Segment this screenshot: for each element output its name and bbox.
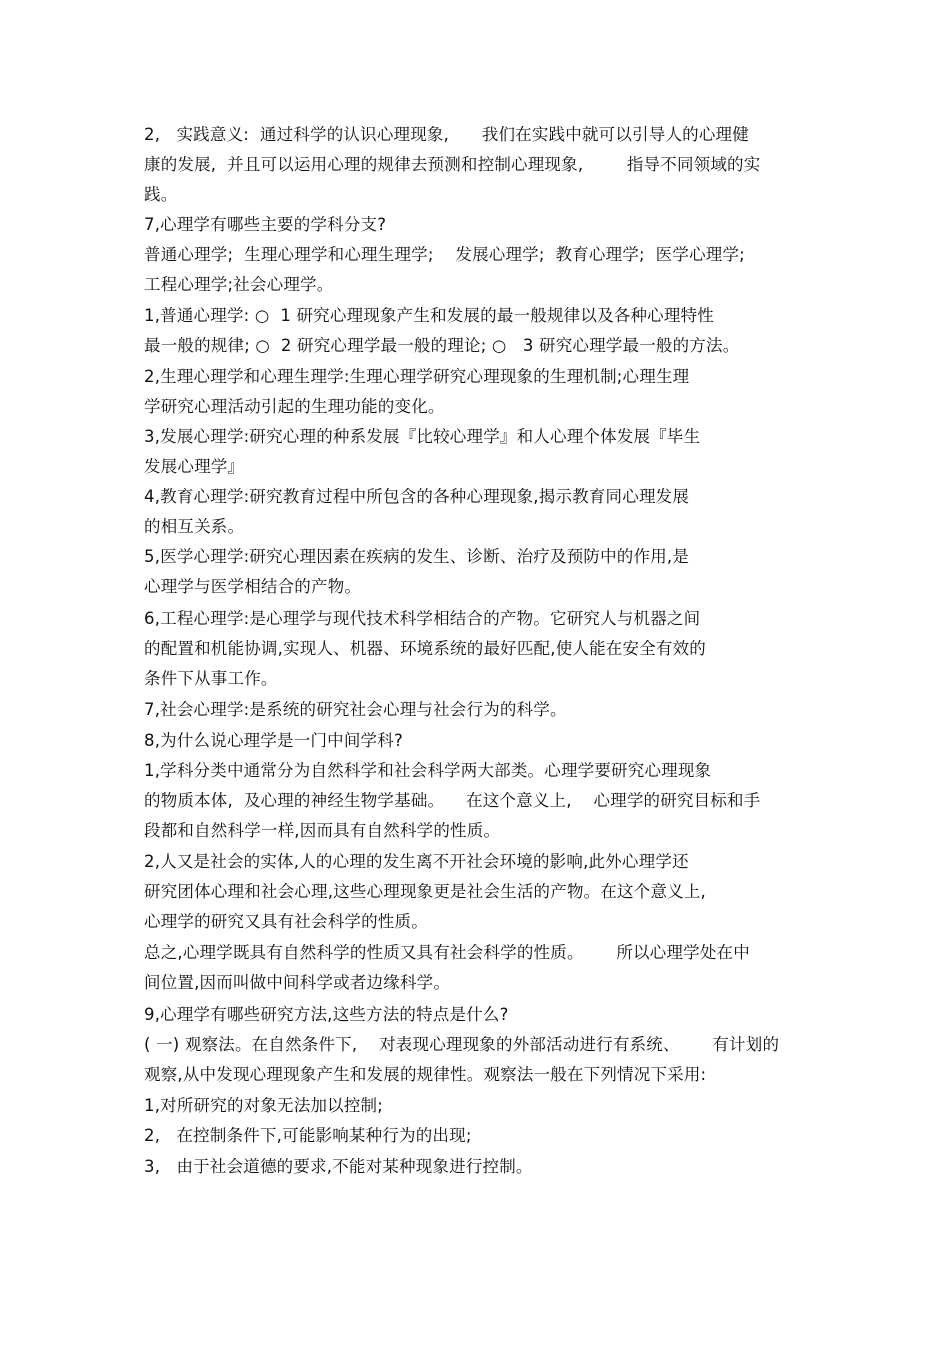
text-line: 观察,从中发现心理现象产生和发展的规律性。观察法一般在下列情况下采用: xyxy=(144,1065,707,1084)
text-line: 的配置和机能协调,实现人、机器、环境系统的最好匹配,使人能在安全有效的 xyxy=(144,639,706,658)
text-line: 6,工程心理学:是心理学与现代技术科学相结合的产物。它研究人与机器之间 xyxy=(144,609,701,628)
text-line: 发展心理学』 xyxy=(144,457,245,476)
text-line: 5,医学心理学:研究心理因素在疾病的发生、诊断、治疗及预防中的作用,是 xyxy=(144,547,690,566)
text-line: 总之,心理学既具有自然科学的性质又具有社会科学的性质。 所以心理学处在中 xyxy=(144,943,750,962)
text-line: 2,人又是社会的实体,人的心理的发生离不开社会环境的影响,此外心理学还 xyxy=(144,852,689,871)
text-line: 4,教育心理学:研究教育过程中所包含的各种心理现象,揭示教育同心理发展 xyxy=(144,487,690,506)
list-item: 2, 在控制条件下,可能影响某种行为的出现; xyxy=(144,1126,472,1145)
text-line: 条件下从事工作。 xyxy=(144,669,278,688)
text-line: 间位置,因而叫做中间科学或者边缘科学。 xyxy=(144,973,451,992)
question-heading: 8,为什么说心理学是一门中间学科? xyxy=(144,731,403,750)
question-heading: 7,心理学有哪些主要的学科分支? xyxy=(144,215,387,234)
text-line: 践。 xyxy=(144,185,178,204)
text-line: 学研究心理活动引起的生理功能的变化。 xyxy=(144,397,445,416)
text-line: 研究团体心理和社会心理,这些心理现象更是社会生活的产物。在这个意义上, xyxy=(144,882,706,901)
text-line: 康的发展, 并且可以运用心理的规律去预测和控制心理现象, 指导不同领域的实 xyxy=(144,155,761,174)
text-line: 段都和自然科学一样,因而具有自然科学的性质。 xyxy=(144,821,501,840)
text-line: 2, 实践意义: 通过科学的认识心理现象, 我们在实践中就可以引导人的心理健 xyxy=(144,125,749,144)
text-line: 2,生理心理学和心理生理学:生理心理学研究心理现象的生理机制;心理生理 xyxy=(144,367,690,386)
text-line: 1,学科分类中通常分为自然科学和社会科学两大部类。心理学要研究心理现象 xyxy=(144,761,712,780)
text-line: 普通心理学; 生理心理学和心理生理学; 发展心理学; 教育心理学; 医学心理学; xyxy=(144,245,745,264)
text-line: 的相互关系。 xyxy=(144,517,245,536)
list-item: 1,对所研究的对象无法加以控制; xyxy=(144,1096,384,1115)
list-item: 3, 由于社会道德的要求,不能对某种现象进行控制。 xyxy=(144,1157,533,1176)
text-line: 心理学的研究又具有社会科学的性质。 xyxy=(144,912,428,931)
text-line: 3,发展心理学:研究心理的种系发展『比较心理学』和人心理个体发展『毕生 xyxy=(144,427,701,446)
text-line: 最一般的规律; ○ 2 研究心理学最一般的理论; ○ 3 研究心理学最一般的方法。 xyxy=(144,336,740,355)
text-line: 7,社会心理学:是系统的研究社会心理与社会行为的科学。 xyxy=(144,700,567,719)
text-line: 心理学与医学相结合的产物。 xyxy=(144,577,362,596)
text-line: 1,普通心理学: ○ 1 研究心理现象产生和发展的最一般规律以及各种心理特性 xyxy=(144,306,714,325)
text-line: 工程心理学;社会心理学。 xyxy=(144,275,334,294)
text-line: ( 一) 观察法。在自然条件下, 对表现心理现象的外部活动进行有系统、 有计划的 xyxy=(144,1035,780,1054)
question-heading: 9,心理学有哪些研究方法,这些方法的特点是什么? xyxy=(144,1005,509,1024)
text-line: 的物质本体, 及心理的神经生物学基础。 在这个意义上, 心理学的研究目标和手 xyxy=(144,791,761,810)
